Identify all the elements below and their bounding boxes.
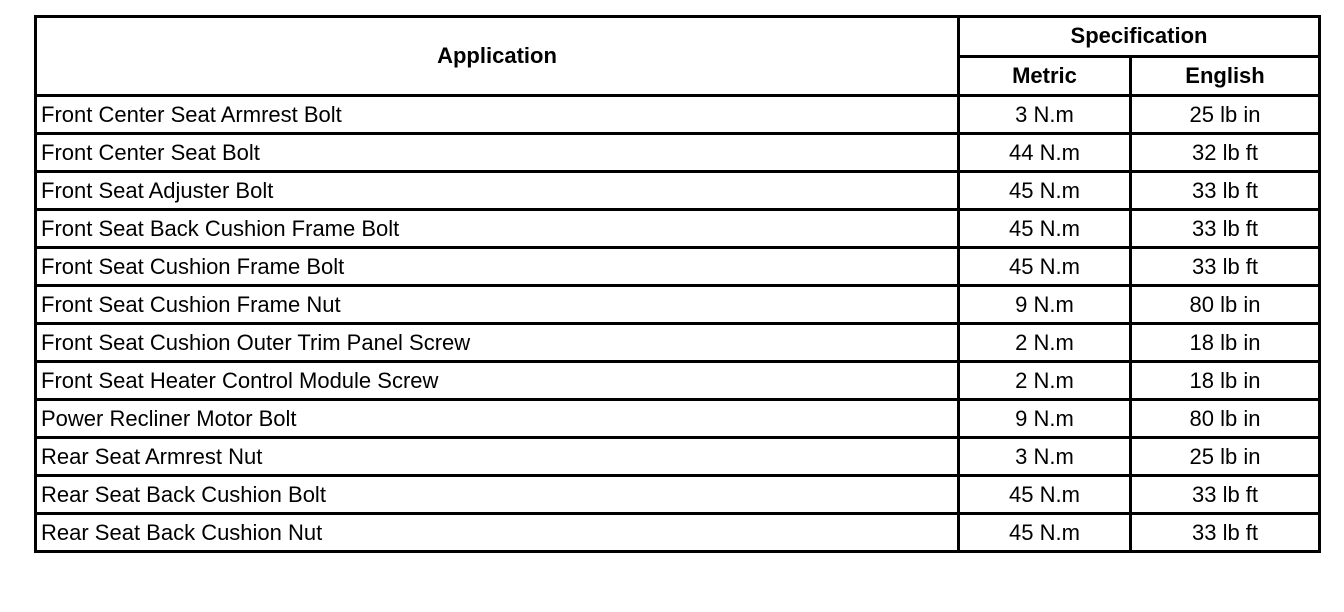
application-cell: Rear Seat Back Cushion Bolt bbox=[36, 476, 959, 514]
application-cell: Front Center Seat Armrest Bolt bbox=[36, 96, 959, 134]
table-row bbox=[36, 400, 1320, 438]
english-cell: 25 lb in bbox=[1131, 96, 1320, 134]
metric-column-header: Metric bbox=[959, 56, 1131, 96]
english-column-header: English bbox=[1131, 56, 1320, 96]
metric-cell: 45 N.m bbox=[959, 248, 1131, 286]
metric-cell: 45 N.m bbox=[959, 476, 1131, 514]
metric-cell: 45 N.m bbox=[959, 210, 1131, 248]
table-body bbox=[36, 96, 1320, 552]
fastener-specification-table bbox=[34, 15, 1321, 553]
metric-cell: 45 N.m bbox=[959, 172, 1131, 210]
english-cell: 33 lb ft bbox=[1131, 248, 1320, 286]
application-cell: Power Recliner Motor Bolt bbox=[36, 400, 959, 438]
english-cell: 33 lb ft bbox=[1131, 172, 1320, 210]
specification-column-header: Specification bbox=[959, 17, 1320, 57]
header-row-top bbox=[36, 17, 1320, 57]
metric-cell: 44 N.m bbox=[959, 134, 1131, 172]
table-row bbox=[36, 210, 1320, 248]
table-header bbox=[36, 17, 1320, 96]
table-row bbox=[36, 514, 1320, 552]
english-cell: 80 lb in bbox=[1131, 400, 1320, 438]
application-cell: Front Seat Cushion Outer Trim Panel Screw bbox=[36, 324, 959, 362]
table-row bbox=[36, 248, 1320, 286]
table-row bbox=[36, 362, 1320, 400]
metric-cell: 9 N.m bbox=[959, 400, 1131, 438]
application-cell: Front Seat Back Cushion Frame Bolt bbox=[36, 210, 959, 248]
metric-cell: 2 N.m bbox=[959, 362, 1131, 400]
metric-cell: 3 N.m bbox=[959, 96, 1131, 134]
english-cell: 33 lb ft bbox=[1131, 210, 1320, 248]
english-cell: 33 lb ft bbox=[1131, 476, 1320, 514]
english-cell: 33 lb ft bbox=[1131, 514, 1320, 552]
english-cell: 32 lb ft bbox=[1131, 134, 1320, 172]
application-cell: Rear Seat Back Cushion Nut bbox=[36, 514, 959, 552]
application-cell: Front Seat Cushion Frame Nut bbox=[36, 286, 959, 324]
table-row bbox=[36, 134, 1320, 172]
metric-cell: 9 N.m bbox=[959, 286, 1131, 324]
application-cell: Front Center Seat Bolt bbox=[36, 134, 959, 172]
table-row bbox=[36, 286, 1320, 324]
table-row bbox=[36, 324, 1320, 362]
application-column-header: Application bbox=[36, 17, 959, 96]
application-cell: Front Seat Heater Control Module Screw bbox=[36, 362, 959, 400]
application-cell: Front Seat Adjuster Bolt bbox=[36, 172, 959, 210]
table-row bbox=[36, 476, 1320, 514]
english-cell: 18 lb in bbox=[1131, 362, 1320, 400]
table-row bbox=[36, 172, 1320, 210]
table-row bbox=[36, 96, 1320, 134]
english-cell: 25 lb in bbox=[1131, 438, 1320, 476]
table-row bbox=[36, 438, 1320, 476]
application-cell: Front Seat Cushion Frame Bolt bbox=[36, 248, 959, 286]
english-cell: 18 lb in bbox=[1131, 324, 1320, 362]
metric-cell: 3 N.m bbox=[959, 438, 1131, 476]
metric-cell: 45 N.m bbox=[959, 514, 1131, 552]
english-cell: 80 lb in bbox=[1131, 286, 1320, 324]
metric-cell: 2 N.m bbox=[959, 324, 1131, 362]
application-cell: Rear Seat Armrest Nut bbox=[36, 438, 959, 476]
